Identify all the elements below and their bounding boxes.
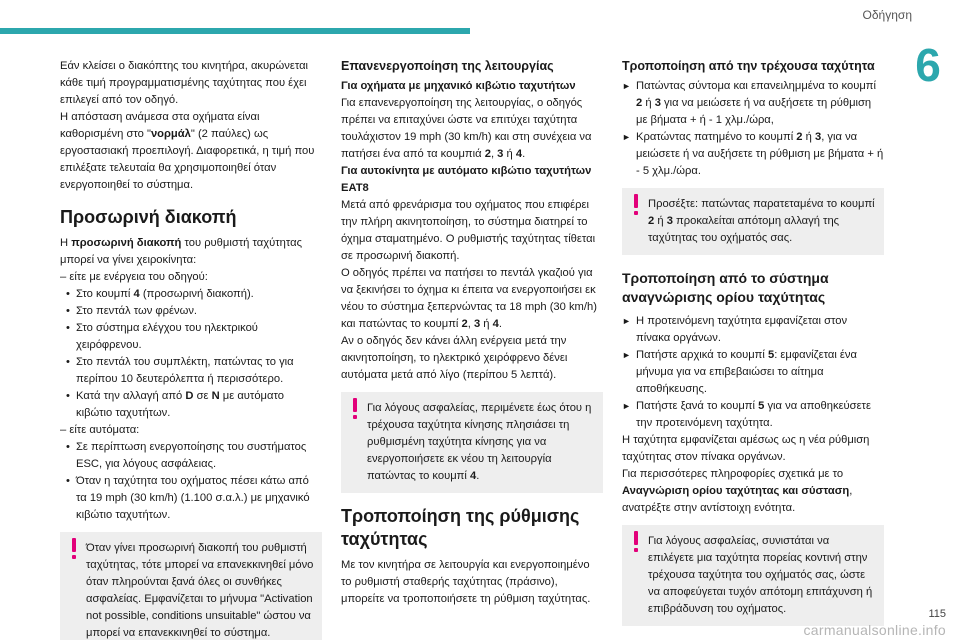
list-item: • Κατά την αλλαγή από D σε N με αυτόματο κιβώτιο ταχυτήτων.	[60, 388, 322, 422]
heading-from-current-speed: Τροποποίηση από την τρέχουσα ταχύτητα	[622, 59, 875, 73]
list-item: • Στο πεντάλ των φρένων.	[60, 303, 322, 320]
warning-text: Για λόγους ασφαλείας, περιμένετε έως ότου η τρέχουσα ταχύτητα κίνησης πλησιάσει τη ρυθμισμένη ταχύτητα κίνησης για να ενεργοποιήσετε εκ νέου τη λειτουργία πατώντας το κουμπί 4.	[367, 402, 592, 482]
warning-icon	[351, 398, 359, 420]
paragraph-intro: Εάν κλείσει ο διακόπτης του κινητήρα, ακυρώνεται κάθε τιμή προγραμματισμένης ταχύτητας που έχει επιλεγεί από τον οδηγό.	[60, 60, 309, 106]
paragraph-modify-speed: Με τον κινητήρα σε λειτουργία και ενεργοποιημένο το ρυθμιστή σταθερής ταχύτητας (πράσινο), μπορείτε να τροποποιήσετε τη ρύθμιση ταχύτητας.	[341, 559, 591, 605]
warning-icon	[70, 538, 78, 560]
paragraph-restart: Ο οδηγός πρέπει να πατήσει το πεντάλ γκαζιού για να ξεκινήσει το όχημα κι έπειτα να ενεργοποιήσει εκ νέου το σύστημα ξεπερνώντας τα 18 mph (30 km/h) και πατώντας το κουμπί 2, 3 ή 4.	[341, 267, 597, 330]
warning-text: Όταν γίνει προσωρινή διακοπή του ρυθμιστή ταχύτητας, τότε μπορεί να επανεκκινηθεί μόνο όταν πληρούνται ξανά όλες οι συνθήκες ασφαλείας. Εμφανίζεται το μήνυμα "Activation not possible, conditions unsuitable" ώστου να μπορεί να επανεκκινηθεί το σύστημα.	[86, 542, 314, 639]
heading-reactivation: Επανενεργοποίηση της λειτουργίας	[341, 59, 554, 73]
list-dash-driver: – είτε με ενέργεια του οδηγού:	[60, 271, 208, 283]
paragraph-new-setting: Η ταχύτητα εμφανίζεται αμέσως ως η νέα ρύθμιση ταχύτητας στον πίνακα οργάνων.	[622, 434, 870, 463]
page-number: 115	[928, 608, 946, 620]
watermark: carmanualsonline.info	[803, 622, 946, 638]
list-item: • Σε περίπτωση ενεργοποίησης του συστήματος ESC, για λόγους ασφάλειας.	[60, 439, 322, 473]
column-middle	[341, 58, 603, 608]
warning-box	[622, 525, 884, 626]
warning-box	[622, 188, 884, 255]
step-item: ► Κρατώντας πατημένο το κουμπί 2 ή 3, για να μειώσετε ή να αυξήσετε τη ρύθμιση με βήματα + ή - 5 χλμ./ώρα.	[622, 129, 884, 180]
paragraph-more-info: Για περισσότερες πληροφορίες σχετικά με το Αναγνώριση ορίου ταχύτητας και σύσταση, ανατρέξτε στην αντίστοιχη ενότητα.	[622, 468, 853, 514]
heading-temporary-stop: Προσωρινή διακοπή	[60, 207, 237, 227]
step-item: ► Πατήστε ξανά το κουμπί 5 για να αποθηκεύσετε την προτεινόμενη ταχύτητα.	[622, 398, 884, 432]
heading-modify-speed: Τροποποίηση της ρύθμισης ταχύτητας	[341, 506, 580, 549]
chapter-number: 6	[915, 39, 941, 91]
paragraph-temporary-stop: Η προσωρινή διακοπή του ρυθμιστή ταχύτητας μπορεί να γίνει χειροκίνητα:	[60, 237, 302, 266]
warning-icon	[632, 531, 640, 553]
list-item: • Στο σύστημα ελέγχου του ηλεκτρικού χειρόφρενου.	[60, 320, 322, 354]
step-item: ► Πατώντας σύντομα και επανειλημμένα το κουμπί 2 ή 3 για να μειώσετε ή να αυξήσετε τη ρύθμιση με βήματα + ή - 1 χλμ./ώρα,	[622, 78, 884, 129]
warning-icon	[632, 194, 640, 216]
section-title: Οδήγηση	[862, 8, 912, 22]
list-item: • Στο πεντάλ του συμπλέκτη, πατώντας το για περίπου 10 δευτερόλεπτα ή περισσότερο.	[60, 354, 322, 388]
list-item: • Στο κουμπί 4 (προσωρινή διακοπή).	[60, 286, 322, 303]
step-item: ► Η προτεινόμενη ταχύτητα εμφανίζεται στον πίνακα οργάνων.	[622, 313, 884, 347]
warning-text: Για λόγους ασφαλείας, συνιστάται να επιλέγετε μια ταχύτητα πορείας κοντινή στην τρέχουσα ταχύτητα του οχήματός σας, ώστε να αποφεύγεται τυχόν απότομη επιτάχυνση ή επιβράδυνση του οχήματος.	[648, 535, 873, 615]
warning-box	[341, 392, 603, 493]
paragraph-parking-brake: Αν ο οδηγός δεν κάνει άλλη ενέργεια μετά την ακινητοποίηση, το ηλεκτρικό χειρόφρενο δένει αυτόματα μετά από λίγο (περίπου 5 λεπτά).	[341, 335, 568, 381]
heading-speed-limit-recognition: Τροποποίηση από το σύστημα αναγνώρισης ορίου ταχύτητας	[622, 270, 829, 305]
paragraph-default-distance: Η απόσταση ανάμεσα στα οχήματα είναι καθορισμένη στο "νορμάλ" (2 παύλες) ως εργοστασιακή προεπιλογή. Διαφορετικά, η τιμή που επιλέξατε τελευταία θα χρησιμοποιηθεί όταν ενεργοποιηθεί το σύστημα.	[60, 111, 315, 191]
list-dash-automatic: – είτε αυτόματα:	[60, 424, 140, 436]
header-accent-bar	[0, 28, 470, 34]
subheading-manual: Για οχήματα με μηχανικό κιβώτιο ταχυτήτων	[341, 80, 576, 92]
column-right	[622, 58, 884, 634]
warning-text: Προσέξτε: πατώντας παρατεταμένα το κουμπί 2 ή 3 προκαλείται απότομη αλλαγή της ταχύτητας του οχήματός σας.	[648, 198, 875, 244]
column-left	[60, 58, 322, 640]
warning-box	[60, 532, 322, 640]
paragraph-manual: Για επανενεργοποίηση της λειτουργίας, ο οδηγός πρέπει να επιταχύνει ώστε να επιτύχει ταχύτητα τουλάχιστον 19 mph (30 km/h) και στη συνέχεια να πατήσει ένα από τα κουμπιά 2, 3 ή 4.	[341, 97, 592, 160]
paragraph-automatic: Μετά από φρενάρισμα του οχήματος που επιφέρει την πλήρη ακινητοποίηση, το σύστημα διατηρεί το όχημα σταματημένο. Ο ρυθμιστής ταχύτητας τίθεται σε προσωρινή διακοπή.	[341, 199, 596, 262]
subheading-automatic: Για αυτοκίνητα με αυτόματο κιβώτιο ταχυτήτων EAT8	[341, 165, 592, 194]
list-item: • Όταν η ταχύτητα του οχήματος πέσει κάτω από τα 19 mph (30 km/h) (1.100 σ.α.λ.) με μηχανικό κιβώτιο ταχυτήτων.	[60, 473, 322, 524]
step-item: ► Πατήστε αρχικά το κουμπί 5: εμφανίζεται ένα μήνυμα για να επιβεβαιώσει το αίτημα αποθήκευσης.	[622, 347, 884, 398]
